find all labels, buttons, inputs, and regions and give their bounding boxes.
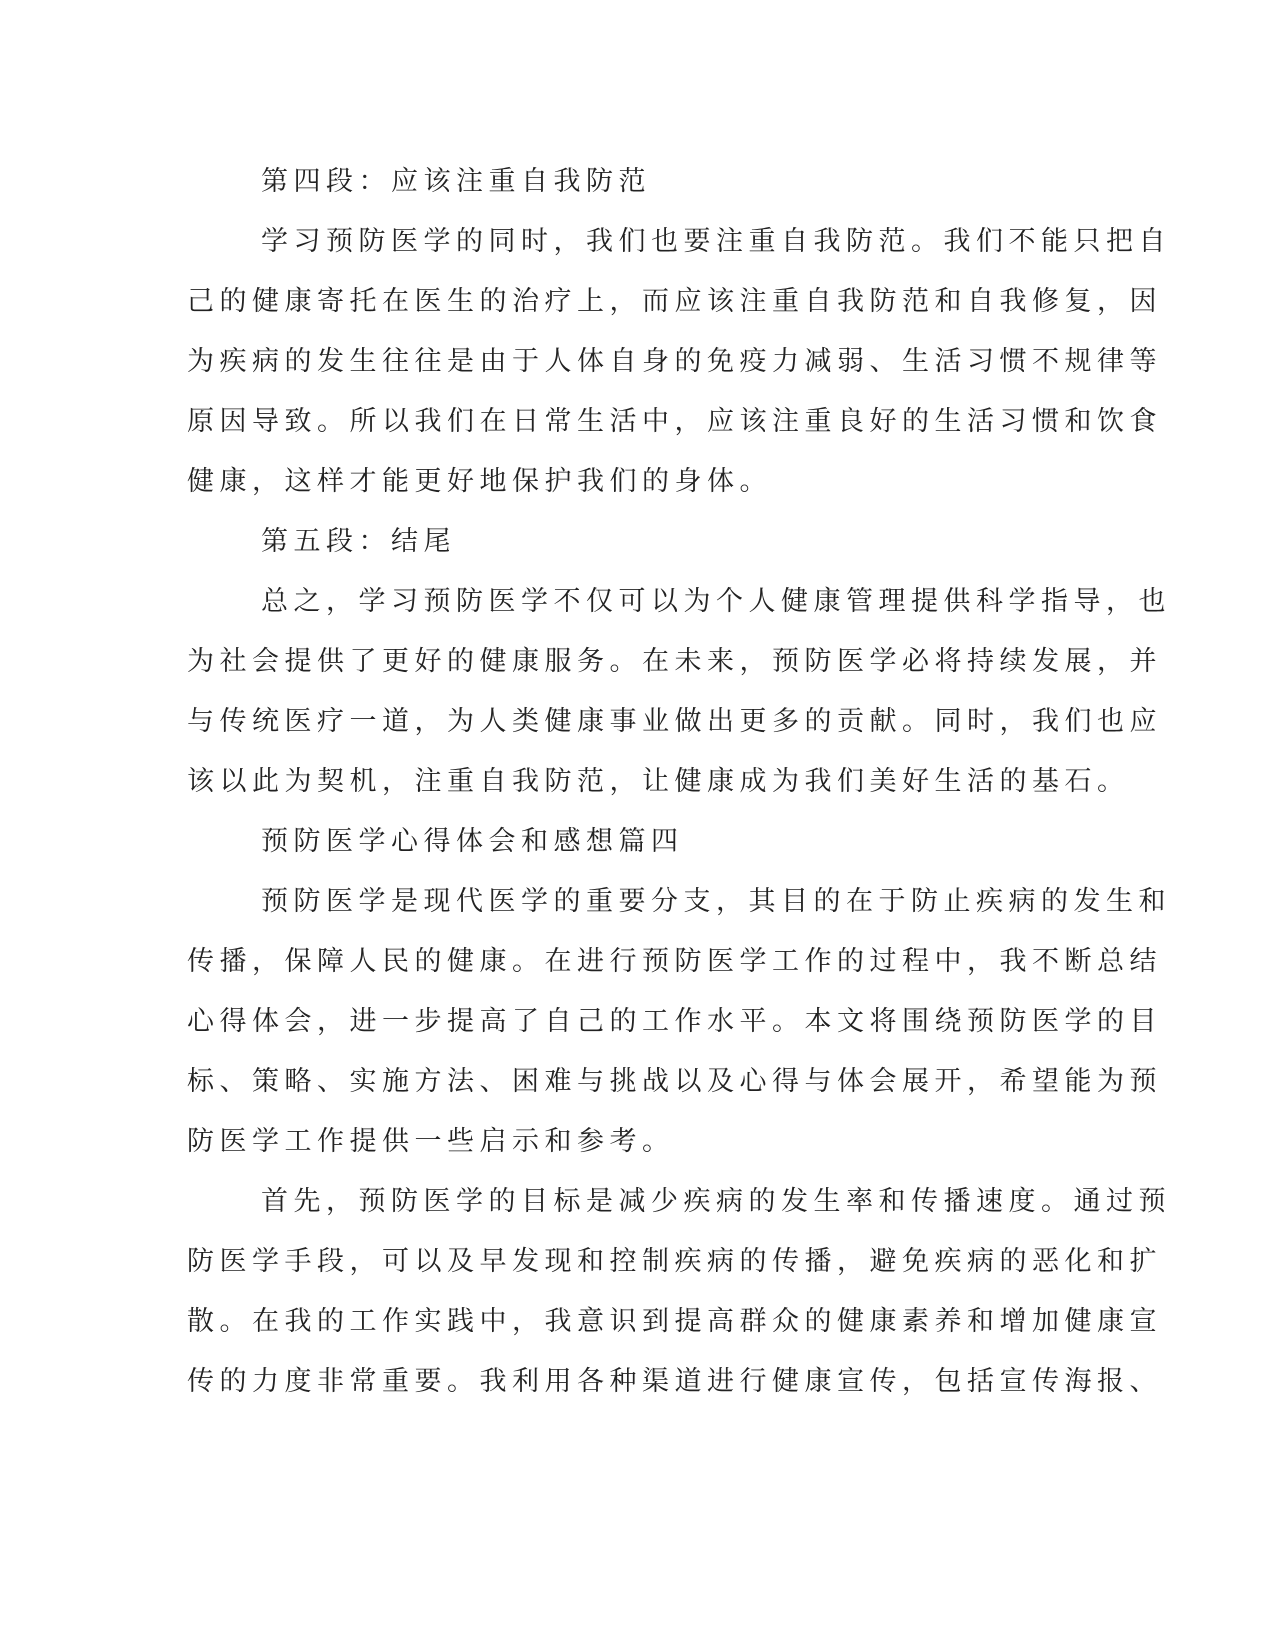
paragraph-line: 该以此为契机，注重自我防范，让健康成为我们美好生活的基石。 <box>187 766 1130 797</box>
paragraph-line: 标、策略、实施方法、困难与挑战以及心得与体会展开，希望能为预 <box>187 1066 1162 1097</box>
paragraph-line: 心得体会，进一步提高了自己的工作水平。本文将围绕预防医学的目 <box>187 1006 1162 1037</box>
paragraph-line: 总之，学习预防医学不仅可以为个人健康管理提供科学指导，也 <box>261 586 1171 617</box>
paragraph-line: 防医学工作提供一些启示和参考。 <box>187 1126 675 1157</box>
article-title: 预防医学心得体会和感想篇四 <box>261 826 684 857</box>
paragraph-line: 健康，这样才能更好地保护我们的身体。 <box>187 466 772 497</box>
paragraph-line: 原因导致。所以我们在日常生活中，应该注重良好的生活习惯和饮食 <box>187 406 1162 437</box>
document-body <box>187 152 1171 1412</box>
paragraph-line: 学习预防医学的同时，我们也要注重自我防范。我们不能只把自 <box>261 226 1171 257</box>
paragraph-line: 传的力度非常重要。我利用各种渠道进行健康宣传，包括宣传海报、 <box>187 1366 1162 1397</box>
paragraph-line: 预防医学是现代医学的重要分支，其目的在于防止疾病的发生和 <box>261 886 1171 917</box>
paragraph-line: 首先，预防医学的目标是减少疾病的发生率和传播速度。通过预 <box>261 1186 1171 1217</box>
paragraph-line: 散。在我的工作实践中，我意识到提高群众的健康素养和增加健康宣 <box>187 1306 1162 1337</box>
paragraph-line: 己的健康寄托在医生的治疗上，而应该注重自我防范和自我修复，因 <box>187 286 1162 317</box>
paragraph-line: 传播，保障人民的健康。在进行预防医学工作的过程中，我不断总结 <box>187 946 1162 977</box>
paragraph-line: 为社会提供了更好的健康服务。在未来，预防医学必将持续发展，并 <box>187 646 1162 677</box>
section-heading-5: 第五段：结尾 <box>261 526 456 557</box>
paragraph-line: 与传统医疗一道，为人类健康事业做出更多的贡献。同时，我们也应 <box>187 706 1162 737</box>
paragraph-line: 防医学手段，可以及早发现和控制疾病的传播，避免疾病的恶化和扩 <box>187 1246 1162 1277</box>
paragraph-line: 为疾病的发生往往是由于人体自身的免疫力减弱、生活习惯不规律等 <box>187 346 1162 377</box>
section-heading-4: 第四段：应该注重自我防范 <box>261 166 651 197</box>
